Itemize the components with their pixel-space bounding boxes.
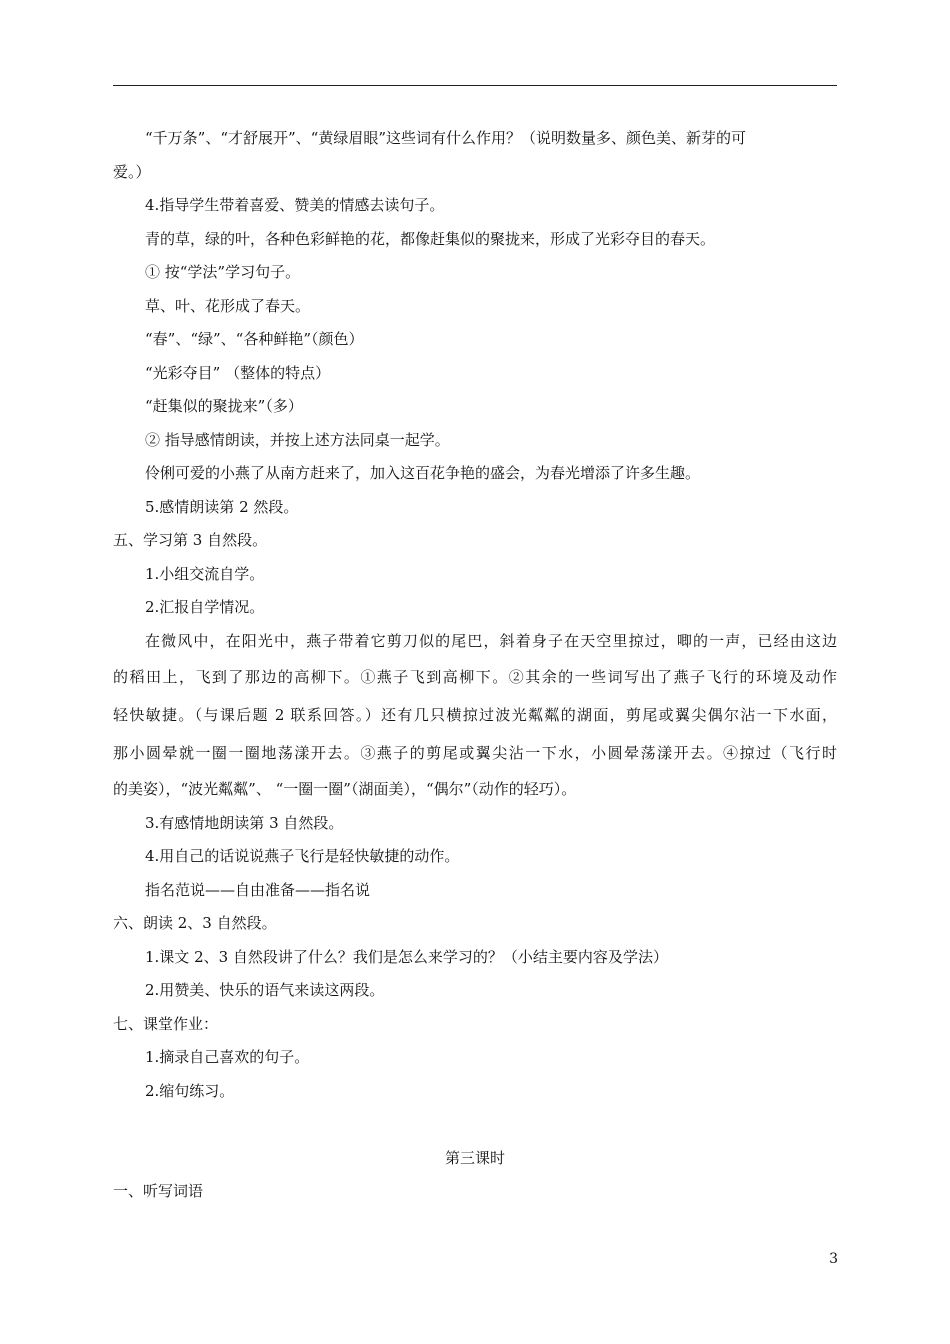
paragraph-line: 轻快敏捷。（与课后题 2 联系回答。）还有几只横掠过波光粼粼的湖面，剪尾或翼尖偶尔沾一下水面，: [113, 706, 837, 724]
section-heading: 七、课堂作业：: [113, 1015, 219, 1033]
paragraph-line: “赶集似的聚拢来”（多）: [145, 397, 303, 415]
paragraph-line: 2.用赞美、快乐的语气来读这两段。: [145, 981, 385, 999]
paragraph-line: 4.用自己的话说说燕子飞行是轻快敏捷的动作。: [145, 847, 460, 865]
paragraph-line: “光彩夺目” （整体的特点）: [145, 364, 331, 382]
paragraph-line: “千万条”、“才舒展开”、“黄绿眉眼”这些词有什么作用？（说明数量多、颜色美、新芽的可: [145, 129, 747, 147]
paragraph-line: 5.感情朗读第 2 然段。: [145, 498, 299, 516]
paragraph-line: 1.小组交流自学。: [145, 565, 265, 583]
paragraph-line: ② 指导感情朗读，并按上述方法同桌一起学。: [145, 431, 450, 449]
paragraph-line: 的美姿），“波光粼粼”、 “一圈一圈”（湖面美），“偶尔”（动作的轻巧）。: [113, 780, 577, 798]
paragraph-line: 4.指导学生带着喜爱、赞美的情感去读句子。: [145, 196, 445, 214]
paragraph-line: 爱。）: [113, 163, 151, 181]
section-heading: 六、朗读 2、3 自然段。: [113, 914, 277, 932]
paragraph-line: ① 按“学法”学习句子。: [145, 263, 301, 281]
paragraph-line: 1.课文 2、3 自然段讲了什么？我们是怎么来学习的？（小结主要内容及学法）: [145, 948, 668, 966]
paragraph-line: 的稻田上，飞到了那边的高柳下。①燕子飞到高柳下。②其余的一些词写出了燕子飞行的环境及动作: [113, 668, 837, 686]
paragraph-line: “春”、“绿”、“各种鲜艳”（颜色）: [145, 330, 364, 348]
paragraph-line: 在微风中，在阳光中，燕子带着它剪刀似的尾巴，斜着身子在天空里掠过，唧的一声，已经由这边: [145, 632, 837, 650]
paragraph-line: 伶俐可爱的小燕了从南方赶来了，加入这百花争艳的盛会，为春光增添了许多生趣。: [145, 464, 701, 482]
section-heading: 五、学习第 3 自然段。: [113, 531, 268, 549]
page-number: 3: [829, 1251, 838, 1267]
section-heading: 一、听写词语: [113, 1182, 204, 1200]
paragraph-line: 2.缩句练习。: [145, 1082, 235, 1100]
paragraph-line: 草、叶、花形成了春天。: [145, 297, 311, 315]
paragraph-line: 1.摘录自己喜欢的句子。: [145, 1048, 310, 1066]
paragraph-line: 指名范说——自由准备——指名说: [145, 881, 371, 899]
paragraph-line: 那小圆晕就一圈一圈地荡漾开去。③燕子的剪尾或翼尖沾一下水，小圆晕荡漾开去。④掠过（飞行时: [113, 744, 837, 762]
paragraph-line: 青的草，绿的叶，各种色彩鲜艳的花，都像赶集似的聚拢来，形成了光彩夺目的春天。: [145, 230, 716, 248]
paragraph-line: 3.有感情地朗读第 3 自然段。: [145, 814, 344, 832]
lesson-title: 第三课时: [444, 1149, 505, 1167]
header-rule: [113, 85, 837, 86]
paragraph-line: 2.汇报自学情况。: [145, 598, 265, 616]
